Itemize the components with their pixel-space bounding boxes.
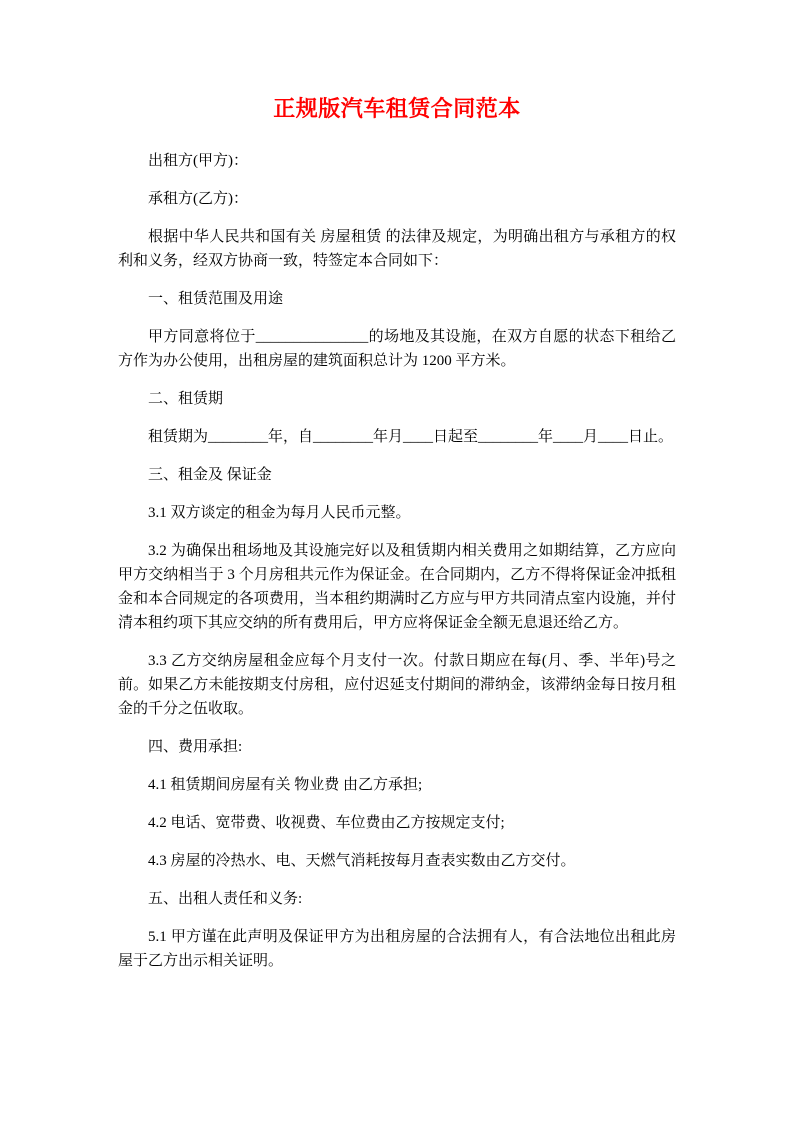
paragraph-fees-4-2: 4.2 电话、宽带费、收视费、车位费由乙方按规定支付; [148,815,505,831]
paragraph-rent-3-1: 3.1 双方谈定的租金为每月人民币元整。 [148,505,411,521]
paragraph-scope: 甲方同意将位于_______________的场地及其设施，在双方自愿的状态下租给乙方作为办公使用，出租房屋的建筑面积总计为 1200 平方米。 [118,329,676,369]
section-heading-1: 一、租赁范围及用途 [148,291,284,307]
section-heading-5: 五、出租人责任和义务: [148,891,303,907]
paragraph-lessee-label: 承租方(乙方)： [148,191,248,207]
paragraph-payment-3-3: 3.3 乙方交纳房屋租金应每个月支付一次。付款日期应在每(月、季、半年)号之前。如果乙方未能按期支付房租，应付迟延支付期间的滞纳金，该滞纳金每日按月租金的千分之伍收取。 [118,653,676,717]
paragraph-lessor-label: 出租方(甲方)： [148,153,248,169]
paragraph-deposit-3-2: 3.2 为确保出租场地及其设施完好以及租赁期内相关费用之如期结算，乙方应向甲方交纳相当于 3 个月房租共元作为保证金。在合同期内，乙方不得将保证金冲抵租金和本合同规定的各项费用，当本租约期满时乙方应与甲方共同清点室内设施，并付清本租约项下其应交纳的所有费用后，甲方应将保证金全额无息退还给乙方。 [118,543,676,631]
paragraph-fees-4-1: 4.1 租赁期间房屋有关 物业费 由乙方承担; [148,777,423,793]
section-heading-2: 二、租赁期 [148,391,224,407]
paragraph-fees-4-3: 4.3 房屋的冷热水、电、天燃气消耗按每月查表实数由乙方交付。 [148,853,576,869]
document-title: 正规版汽车租赁合同范本 [273,96,521,121]
section-heading-4: 四、费用承担: [148,739,243,755]
paragraph-lessor-duty-5-1: 5.1 甲方谨在此声明及保证甲方为出租房屋的合法拥有人，有合法地位出租此房屋于乙方出示相关证明。 [118,929,676,969]
paragraph-lease-term: 租赁期为________年，自________年月____日起至________年____月____日止。 [148,429,674,445]
paragraph-preamble: 根据中华人民共和国有关 房屋租赁 的法律及规定，为明确出租方与承租方的权利和义务，经双方协商一致，特签定本合同如下： [118,229,676,269]
section-heading-3: 三、租金及 保证金 [148,467,272,483]
